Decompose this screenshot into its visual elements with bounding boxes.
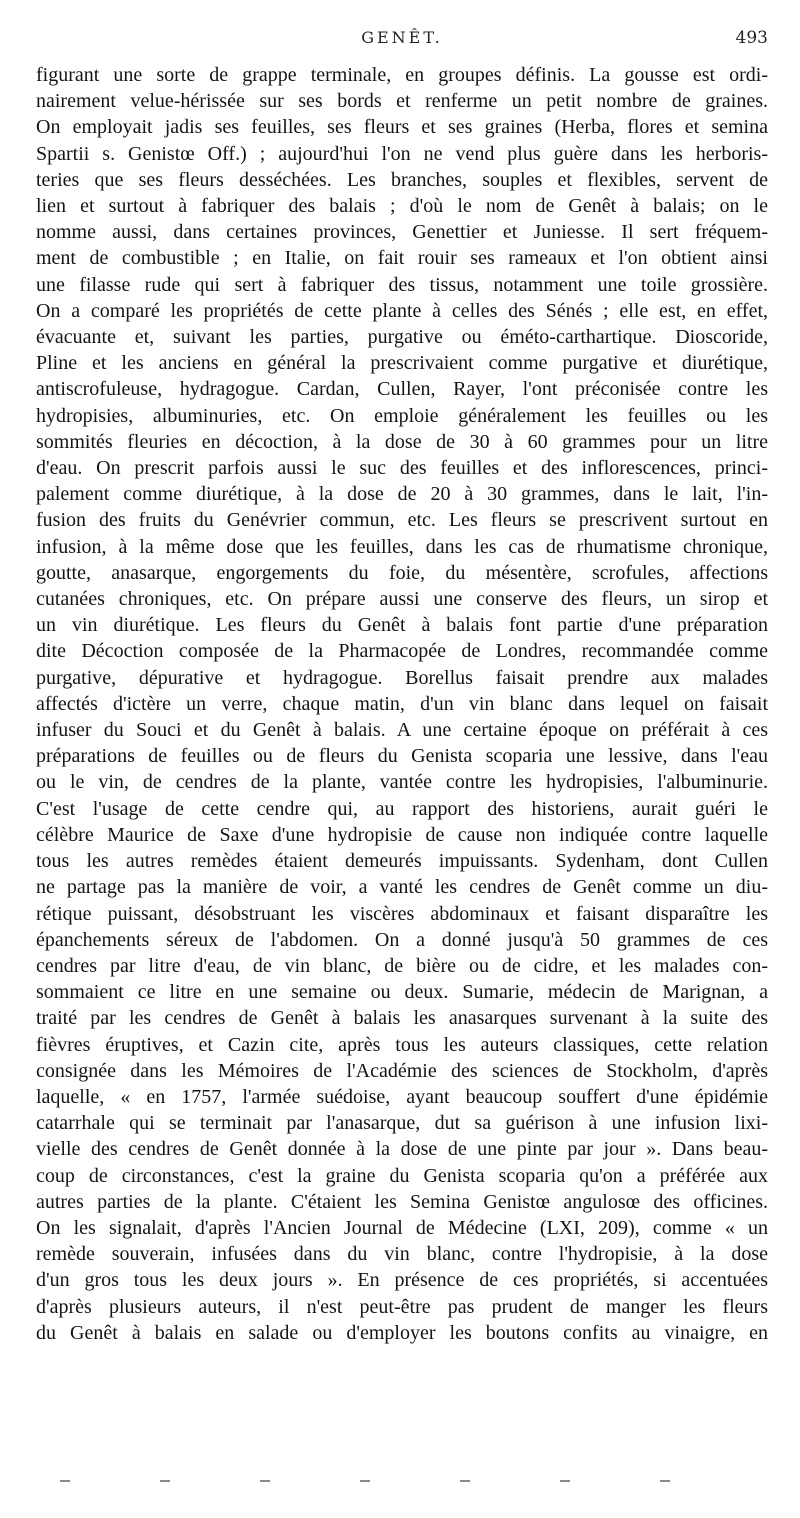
text-line: On employait jadis ses feuilles, ses fleurs et ses graines (Herba, flores et semina [36, 116, 768, 139]
text-line: remède souverain, infusées dans du vin blanc, contre l'hydropisie, à la dose [36, 1243, 768, 1266]
text-line: Pline et les anciens en général la prescrivaient comme purgative et diurétique, [36, 352, 768, 375]
text-line: cendres par litre d'eau, de vin blanc, de bière ou de cidre, et les malades con- [36, 954, 768, 977]
page-header [36, 28, 768, 58]
text-line: ne partage pas la manière de voir, a vanté les cendres de Genêt comme un diu- [36, 876, 768, 899]
page-number: 493 [735, 28, 768, 48]
text-line: tous les autres remèdes étaient demeurés impuissants. Sydenham, dont Cullen [36, 850, 768, 873]
text-line: nomme aussi, dans certaines provinces, Genettier et Juniesse. Il sert fréquem- [36, 221, 768, 244]
text-line: dite Décoction composée de la Pharmacopée de Londres, recommandée comme [36, 640, 768, 663]
text-line: d'après plusieurs auteurs, il n'est peut-être pas prudent de manger les fleurs [36, 1295, 768, 1318]
text-line: teries que ses fleurs desséchées. Les branches, souples et flexibles, servent de [36, 168, 768, 191]
text-line: lien et surtout à fabriquer des balais ; d'où le nom de Genêt à balais; on le [36, 195, 768, 218]
body-text [36, 62, 768, 1346]
text-line: antiscrofuleuse, hydragogue. Cardan, Cullen, Rayer, l'ont préconisée contre les [36, 378, 768, 401]
text-line: palement comme diurétique, à la dose de 20 à 30 grammes, dans le lait, l'in- [36, 483, 768, 506]
text-line: un vin diurétique. Les fleurs du Genêt à balais font partie d'une préparation [36, 614, 768, 637]
text-line: Spartii s. Genistœ Off.) ; aujourd'hui l'on ne vend plus guère dans les herboris- [36, 142, 768, 165]
text-line: infusion, à la même dose que les feuilles, dans les cas de rhumatisme chronique, [36, 535, 768, 558]
text-line: laquelle, « en 1757, l'armée suédoise, ayant beaucoup souffert d'une épidémie [36, 1085, 768, 1108]
text-line: sommaient ce litre en une semaine ou deux. Sumarie, médecin de Marignan, a [36, 981, 768, 1004]
text-line: On les signalait, d'après l'Ancien Journal de Médecine (LXI, 209), comme « un [36, 1216, 768, 1239]
text-line: On a comparé les propriétés de cette plante à celles des Sénés ; elle est, en effet, [36, 299, 768, 322]
text-line: épanchements séreux de l'abdomen. On a donné jusqu'à 50 grammes de ces [36, 928, 768, 951]
text-line: hydropisies, albuminuries, etc. On emploie généralement les feuilles ou les [36, 404, 768, 427]
text-line: sommités fleuries en décoction, à la dose de 30 à 60 grammes pour un litre [36, 430, 768, 453]
text-line: autres parties de la plante. C'étaient les Semina Genistœ angulosœ des officines. [36, 1190, 768, 1213]
running-title: GENÊT. [361, 28, 443, 47]
text-line: traité par les cendres de Genêt à balais les anasarques survenant à la suite des [36, 1007, 768, 1030]
text-line: nairement velue-hérissée sur ses bords et renferme un petit nombre de graines. [36, 90, 768, 113]
text-line: d'eau. On prescrit parfois aussi le suc des feuilles et des inflorescences, princi- [36, 457, 768, 480]
text-line: C'est l'usage de cette cendre qui, au rapport des historiens, aurait guéri le [36, 797, 768, 820]
text-line: évacuante et, suivant les parties, purgative ou éméto-carthartique. Dioscoride, [36, 326, 768, 349]
text-line: cutanées chroniques, etc. On prépare aussi une conserve des fleurs, un sirop et [36, 588, 768, 611]
scan-artifact-marks [60, 1478, 670, 1484]
text-line: goutte, anasarque, engorgements du foie, du mésentère, scrofules, affections [36, 561, 768, 584]
text-line: vielle des cendres de Genêt donnée à la dose de une pinte par jour ». Dans beau- [36, 1138, 768, 1161]
text-line: d'un gros tous les deux jours ». En présence de ces propriétés, si accentuées [36, 1269, 768, 1292]
text-line: rétique puissant, désobstruant les viscères abdominaux et faisant disparaître les [36, 902, 768, 925]
text-line: célèbre Maurice de Saxe d'une hydropisie de cause non indiquée contre laquelle [36, 823, 768, 846]
text-line: purgative, dépurative et hydragogue. Borellus faisait prendre aux malades [36, 666, 768, 689]
text-line: ou le vin, de cendres de la plante, vantée contre les hydropisies, l'albuminurie. [36, 771, 768, 794]
text-line: affectés d'ictère un verre, chaque matin, d'un vin blanc dans lequel on faisait [36, 692, 768, 715]
text-line: coup de circonstances, c'est la graine du Genista scoparia qu'on a préférée aux [36, 1164, 768, 1187]
text-line: fièvres éruptives, et Cazin cite, après tous les auteurs classiques, cette relation [36, 1033, 768, 1056]
text-line: fusion des fruits du Genévrier commun, etc. Les fleurs se prescrivent surtout en [36, 509, 768, 532]
text-line: consignée dans les Mémoires de l'Académie des sciences de Stockholm, d'après [36, 1059, 768, 1082]
text-line: catarrhale qui se terminait par l'anasarque, dut sa guérison à une infusion lixi- [36, 1112, 768, 1135]
text-line: une filasse rude qui sert à fabriquer des tissus, notamment une toile grossière. [36, 273, 768, 296]
text-line: du Genêt à balais en salade ou d'employer les boutons confits au vinaigre, en [36, 1321, 768, 1344]
text-line: préparations de feuilles ou de fleurs du Genista scoparia une lessive, dans l'eau [36, 745, 768, 768]
text-line: figurant une sorte de grappe terminale, en groupes définis. La gousse est ordi- [36, 64, 768, 86]
text-line: infuser du Souci et du Genêt à balais. A une certaine époque on préférait à ces [36, 719, 768, 742]
text-line: ment de combustible ; en Italie, on fait rouir ses rameaux et l'on obtient ainsi [36, 247, 768, 270]
